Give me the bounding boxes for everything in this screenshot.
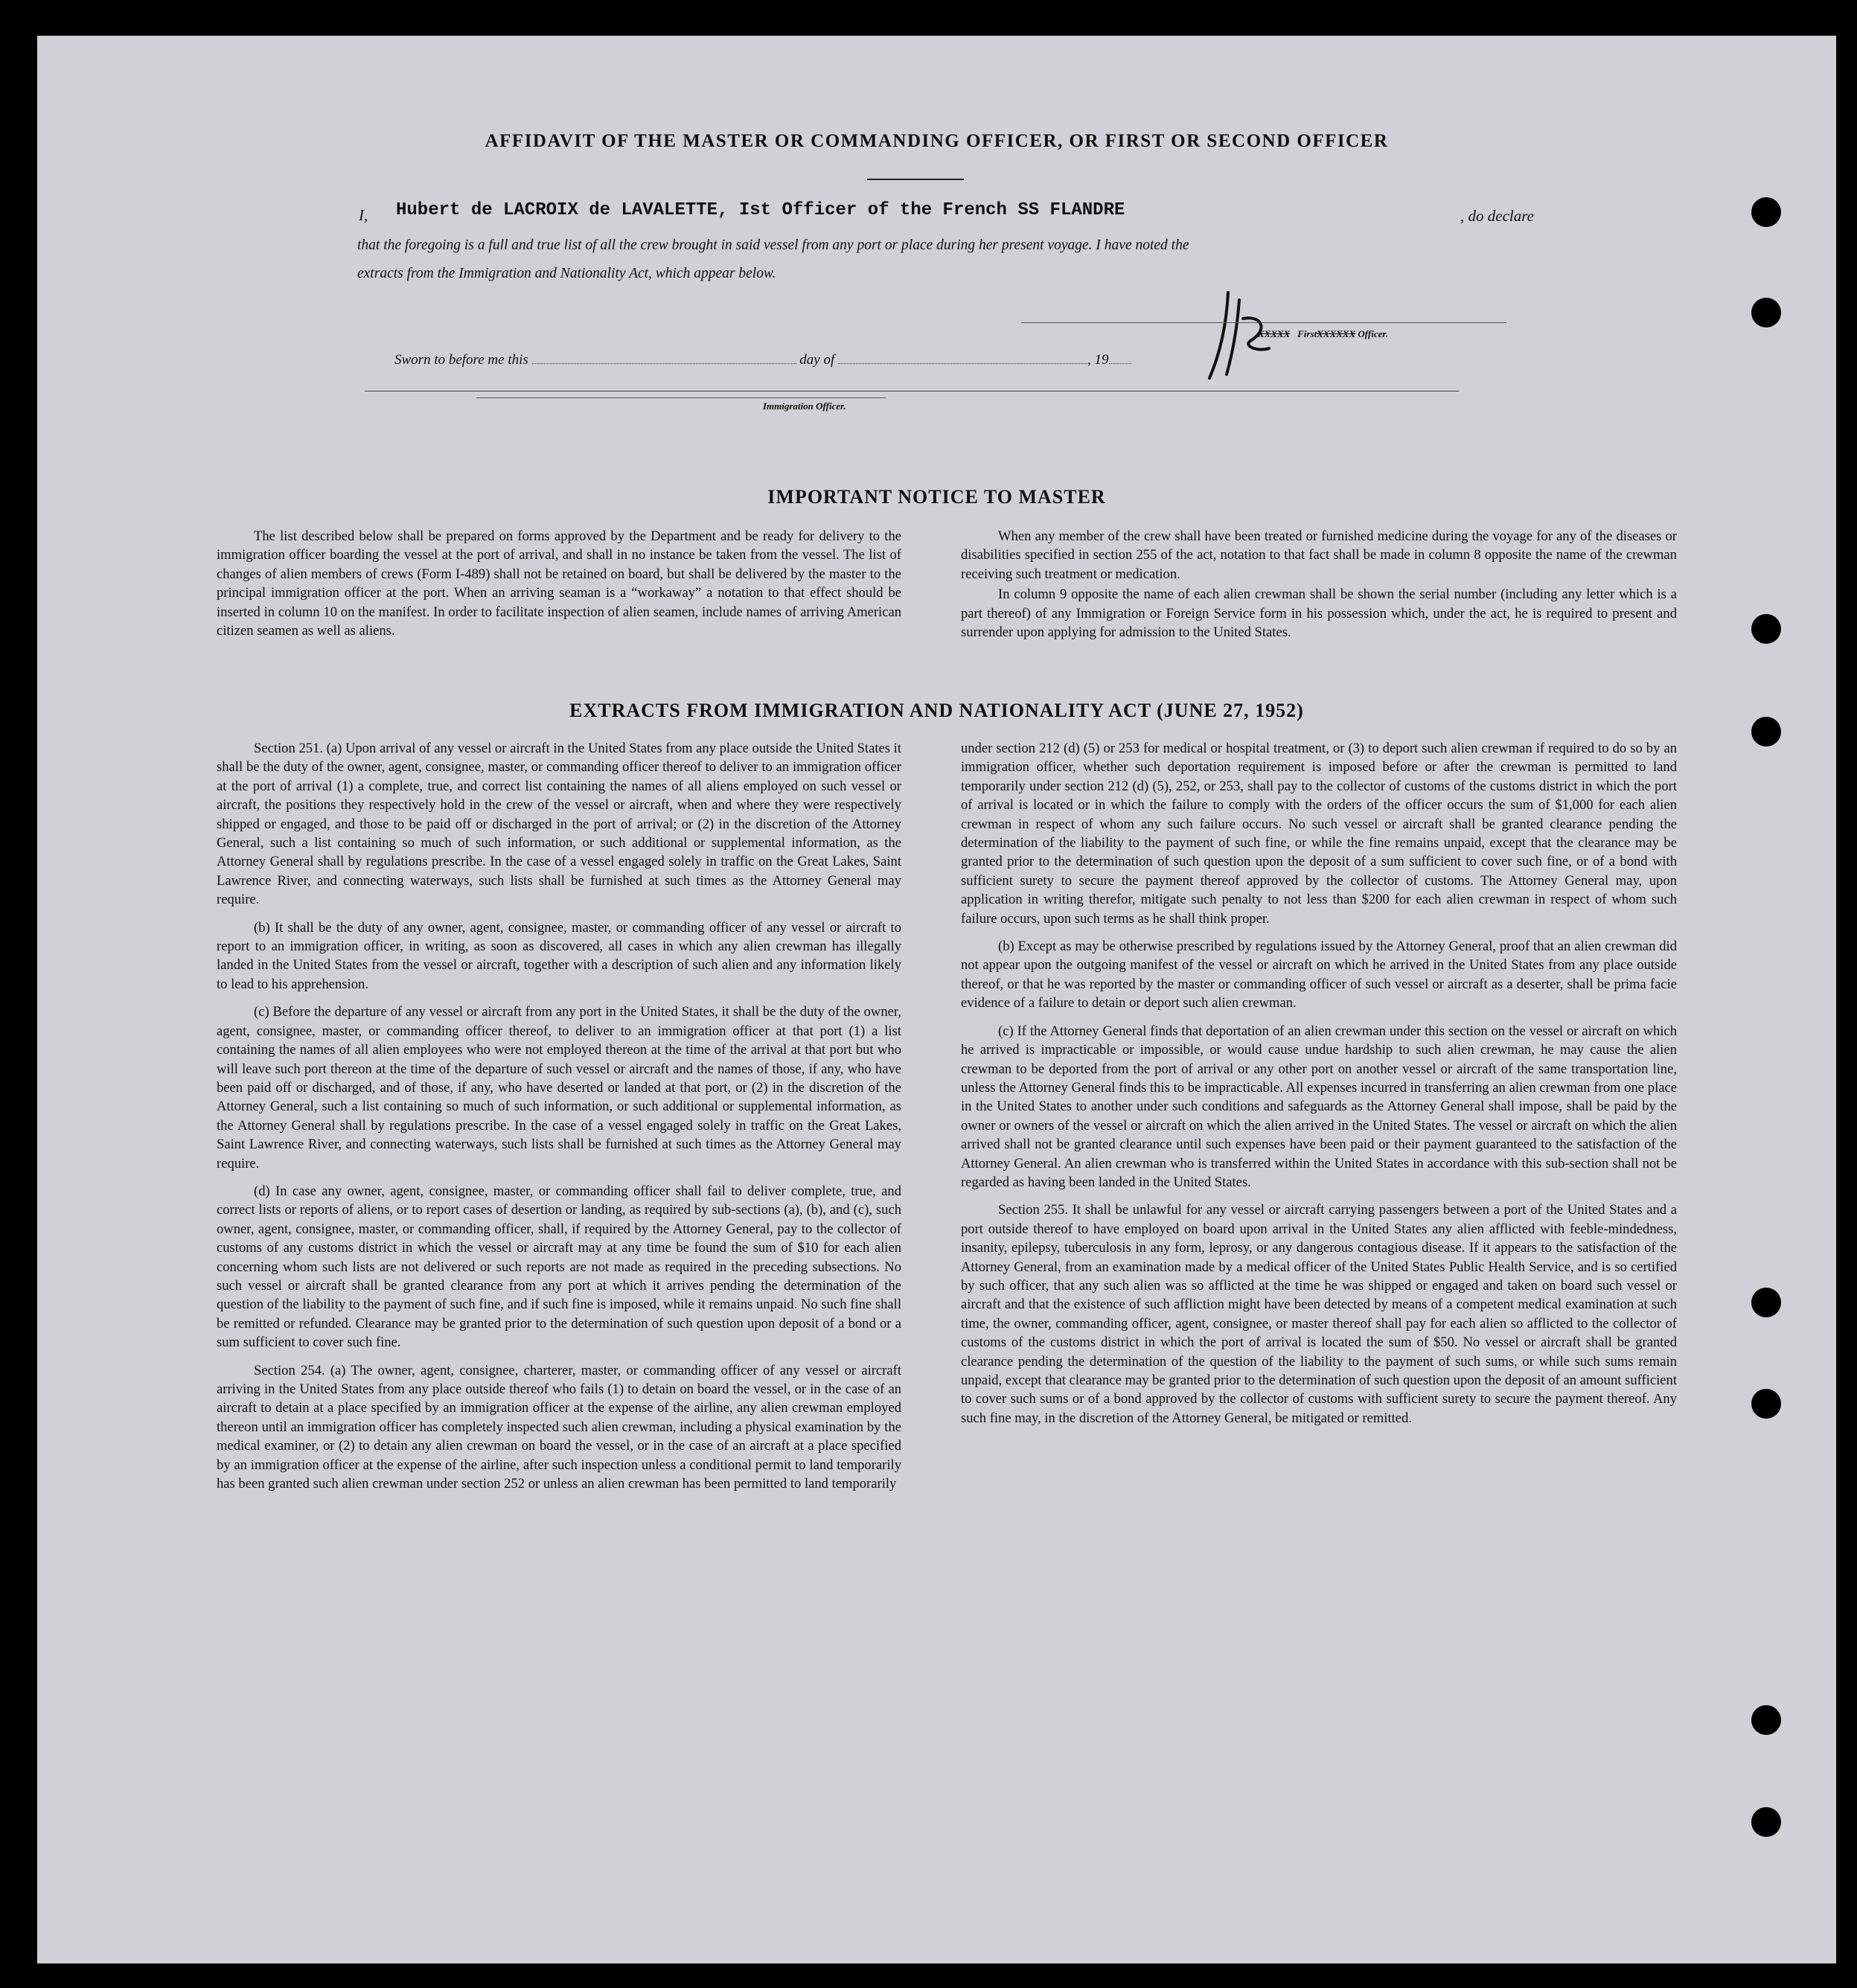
notice-right-column: [961, 527, 1677, 651]
section-251-a: Section 251. (a) Upon arrival of any vessel or aircraft in the United States from any place outside the United States it shall be the duty of the owner, agent, consignee, master, or commanding officer thereof to deliver to an immigration officer at the port of arrival (1) a complete, true, and correct list containing the names of all aliens employed on such vessel or aircraft, the positions they respectively hold in the crew of the vessel or aircraft, when and where they were respectively shipped or engaged, and those to be paid off or discharged in the port of arrival; or (2) in the discretion of the Attorney General, such a list containing so much of such information, or such additional or supplemental information, as the Attorney General shall by regulations prescribe. In the case of a vessel engaged solely in traffic on the Great Lakes, Saint Lawrence River, and connecting waterways, such lists shall be furnished at such times as the Attorney General may require.: [217, 741, 901, 908]
extracts-heading: EXTRACTS FROM IMMIGRATION AND NATIONALITY ACT (JUNE 27, 1952): [569, 700, 1304, 721]
binder-hole: [1751, 614, 1781, 644]
caption-struck-2: XXXXXX: [1317, 328, 1356, 339]
notice-right-paragraph-2: In column 9 opposite the name of each alien crewman shall be shown the serial number (including any letter which is a part thereof) of any Immigration or Foreign Service form in his possession which, under the act, he is required to present and surrender upon applying for admission to the United States.: [961, 587, 1677, 641]
signature-line: [1021, 322, 1506, 323]
sworn-day-blank: [532, 363, 796, 364]
extracts-left-column: [217, 739, 901, 1502]
section-251-c: (c) Before the departure of any vessel or aircraft from any port in the United States, it shall be the duty of the owner, agent, consignee, master, or commanding officer thereof, to deliver to an immigration officer at that port (1) a list containing the names of all alien employees who were not employed thereon at the time of the arrival at that port but who will leave such port thereon at the time of the departure of such vessel or aircraft and the names of those, if any, who have been paid off or discharged, and of those, if any, who have deserted or landed at that port, or (2) in the discretion of the Attorney General, such a list containing so much of such information, or such additional or supplemental information, as the Attorney General shall by regulations prescribe. In the case of a vessel engaged solely in traffic on the Great Lakes, Saint Lawrence River, and connecting waterways, such lists shall be furnished at such times as the Attorney General may require.: [217, 1004, 901, 1172]
declaration-prefix: I,: [359, 206, 368, 224]
signature-caption: [1258, 328, 1388, 340]
year-text: , 19: [1087, 352, 1109, 368]
section-254-a: Section 254. (a) The owner, agent, consignee, charterer, master, or commanding officer of any vessel or aircraft arriving in the United States from any place outside thereof who fails (1) to detain on board the vessel, or in the case of an aircraft to detain at a place specified by an immigration officer at the expense of the airline, any alien crewman employed thereon until an immigration officer has completely inspected such alien crewman, including a physical examination by the medical examiner, or (2) to detain any alien crewman on board the vessel, or in the case of an aircraft at a place specified by an immigration officer at the expense of the airline, after such inspection unless a conditional permit to land temporarily has been granted such alien crewman under section 252 or unless an alien crewman has been permitted to land temporarily: [217, 1362, 901, 1492]
form-page: [37, 36, 1836, 1963]
binder-hole: [1751, 197, 1781, 227]
binder-hole: [1751, 1705, 1781, 1735]
binder-hole: [1751, 1288, 1781, 1317]
extracts-right-column: [961, 739, 1677, 1436]
binder-hole: [1751, 717, 1781, 747]
binder-hole: [1751, 1807, 1781, 1837]
typed-officer-name: [396, 200, 1125, 220]
typed-overstrike: cer: [825, 200, 857, 220]
affidavit-title: AFFIDAVIT OF THE MASTER OR COMMANDING OFFICER, OR FIRST OR SECOND OFFICER: [485, 131, 1389, 151]
notice-heading: IMPORTANT NOTICE TO MASTER: [767, 486, 1106, 508]
sworn-month-blank: [838, 363, 1087, 364]
sworn-line: [394, 352, 1131, 368]
section-251-b: (b) It shall be the duty of any owner, agent, consignee, master, or commanding officer of any vessel or aircraft to report to an immigration officer, in writing, as soon as discovered, all cases in which any alien crewman has illegally landed in the United States from the vessel or aircraft, together with a description of such alien and any information likely to lead to his apprehension.: [217, 919, 901, 992]
section-254-c: (c) If the Attorney General finds that deportation of an alien crewman under this section on the vessel or aircraft on which he arrived is impracticable or impossible, or would cause undue hardship to such alien crewman, he may cause the alien crewman to be deported from the port of arrival or any other port on another vessel or aircraft of the same transportation line, unless the Attorney General finds this to be impracticable. All expenses incurred in transferring an alien crewman from one place in the United States to another under such conditions and safeguards as the Attorney General shall impose, shall be paid by the owner or owners of the vessel or aircraft on which the alien arrived in the United States. The vessel or aircraft on which the alien arrived shall not be granted clearance until such expenses have been paid or their payment guaranteed to the satisfaction of the Attorney General. An alien crewman who is transferred within the United States in accordance with this sub-section shall not be regarded as having been landed in the United States.: [961, 1023, 1677, 1190]
sworn-text: Sworn to before me this: [394, 352, 528, 368]
section-254-b: (b) Except as may be otherwise prescribed by regulations issued by the Attorney General, proof that an alien crewman did not appear upon the outgoing manifest of the vessel or aircraft on which he arrived in the United States from any place outside thereof, or that he was reported by the master or commanding officer of such vessel or aircraft as a deserter, shall be prima facie evidence of a failure to detain or deport such alien crewman.: [961, 939, 1677, 1011]
section-255: Section 255. It shall be unlawful for any vessel or aircraft carrying passengers between a port of the United States and a port outside thereof to have employed on board upon arrival in the United States any alien afflicted with feeble-mindedness, insanity, epilepsy, tuberculosis in any form, leprosy, or any dangerous contagious disease. If it appears to the satisfaction of the Attorney General, from an examination made by a medical officer of the United States Public Health Service, and is so certified by such officer, that any such alien was so afflicted at the time he was shipped or engaged and taken on board such vessel or aircraft and that the existence of such affliction might have been detected by means of a competent medical examination at such time, the owner, commanding officer, agent, consignee, or master thereof shall pay for each alien so afflicted to the collector of customs of the customs district in which the port of arrival is located the sum of $50. No vessel or aircraft shall be granted clearance pending the determination of the question of the liability to the payment of such sums, or while such sums remain unpaid, except that clearance may be granted prior to the determination of such question upon the deposit of an amount sufficient to cover such sums or of a bond approved by the collector of customs with sufficient surety to secure the payment thereof. Any such fine may, in the discretion of the Attorney General, be mitigated or remitted.: [961, 1202, 1677, 1426]
section-254-a-continued: under section 212 (d) (5) or 253 for medical or hospital treatment, or (3) to deport such alien crewman if required to do so by an immigration officer, whether such deportation requirement is imposed before or after the crewman is permitted to land temporarily under section 212 (d) (5), 252, or 253, shall pay to the collector of customs of the customs district in which the port of arrival is located or in which the failure to comply with the orders of the officer occurs the sum of $1,000 for each alien crewman in respect of whom any such failure occurs. No such vessel or aircraft shall be granted clearance pending the determination of the liability to the payment of such fine, or while the fine remains unpaid, except that the clearance may be granted prior to the determination of such question upon the deposit of a sum sufficient to cover such fine, or of a bond with sufficient surety to secure the payment thereof approved by the collector of customs. The Attorney General may, upon application in writing therefor, mitigate such penalty to not less than $200 for each alien crewman in respect of whom such failure occurs, upon such terms as he shall think proper.: [961, 741, 1677, 927]
caption-struck-1: XXXXX: [1258, 328, 1291, 339]
do-declare-text: , do declare: [1460, 207, 1534, 225]
notice-left-paragraph: The list described below shall be prepared on forms approved by the Department and be ready for delivery to the immigration officer boarding the vessel at the port of arrival, and shall in no instance be taken from the vessel. The list of changes of alien members of crews (Form I-489) shall not be retained on board, but shall be delivered by the master to the principal immigration officer at the port. When an arriving seaman is a “workaway” a notation to that effect should be inserted in column 10 on the manifest. In order to facilitate inspection of alien seamen, include names of arriving American citizen seamen as well as aliens.: [217, 528, 901, 639]
binder-hole: [1751, 1389, 1781, 1419]
declaration-line-2: that the foregoing is a full and true list of all the crew brought in said vessel from any port or place during her present voyage. I have noted the: [357, 237, 1189, 253]
immigration-officer-caption: Immigration Officer.: [763, 400, 846, 412]
sworn-year-blank: [1109, 363, 1131, 364]
notice-left-column: [217, 527, 901, 649]
declaration-line-3: extracts from the Immigration and Nationality Act, which appear below.: [357, 266, 776, 281]
day-of-text: day of: [799, 352, 835, 368]
title-divider: [867, 179, 964, 180]
immigration-officer-line: [476, 397, 886, 398]
section-251-d: (d) In case any owner, agent, consignee, master, or commanding officer shall fail to deliver complete, true, and correct lists or reports of aliens, or to report cases of desertion or landing, as required by sub-sections (a), (b), and (c), such owner, agent, consignee, master, or commanding officer, shall, if required by the Attorney General, pay to the collector of customs of any customs district in which the vessel or aircraft may at any time be found the sum of $10 for each alien concerning whom such lists are not delivered or such reports are not made as required in the preceding subsections. No such vessel or aircraft shall be granted clearance from any port at which it arrives pending the determination of the question of the liability to the payment of such fine, and if such fine is imposed, while it remains unpaid. No such fine shall be remitted or refunded. Clearance may be granted prior to the determination of such question upon deposit of a bond or a sum sufficient to cover such fine.: [217, 1183, 901, 1351]
typed-name-part: Hubert de LACROIX de LAVALETTE, Ist Offi: [396, 200, 825, 220]
declaration-body: [357, 231, 1548, 288]
caption-first: First: [1297, 328, 1317, 339]
typed-vessel: of the French SS FLANDRE: [857, 200, 1125, 220]
caption-officer: Officer.: [1358, 328, 1388, 339]
binder-hole: [1751, 298, 1781, 327]
notice-right-paragraph-1: When any member of the crew shall have been treated or furnished medicine during the voyage for any of the diseases or disabilities specified in section 255 of the act, notation to that fact shall be made in column 8 opposite the name of the crewman receiving such treatment or medication.: [961, 528, 1677, 582]
